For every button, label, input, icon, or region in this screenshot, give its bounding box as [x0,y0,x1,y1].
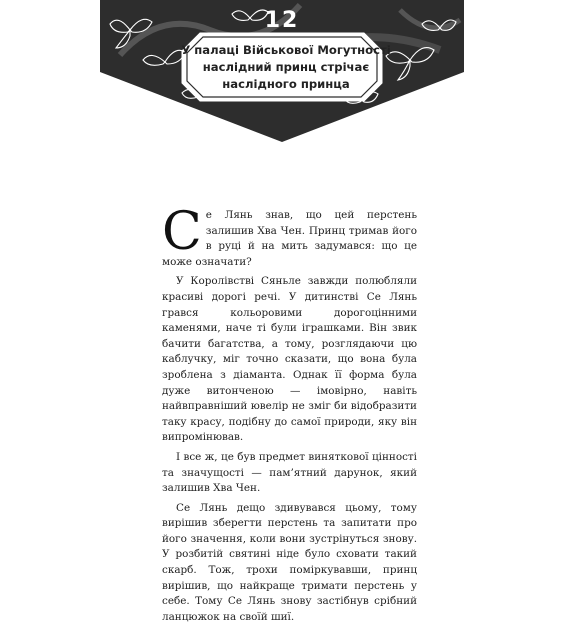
chapter-number: 12 [264,8,300,33]
paragraph: І все ж, це був предмет виняткової цінності та значущості — пам’ятний дарунок, який залишив Хва Чен. [162,450,417,495]
paragraph [162,202,417,270]
chapter-title-line: У палаці Військової Могутності [181,42,391,57]
paragraph: Се Лянь дещо здивувався цьому, тому вирішив зберегти перстень та запитати про його значення, коли вони зустрінуться знову. У розбитій святині ніде було сховати такий скарб. Тож, трохи поміркувавши, принц вирішив, що найкраще тримати перстень у себе. Тому Се Лянь знову застібнув срібний ланцюжок на своїй шиї. [162,501,417,623]
body-text [162,202,417,629]
drop-cap: С [162,202,202,262]
chapter-title [181,35,391,99]
chapter-title-line: наслідного принца [222,76,350,91]
chapter-title-line: наслідний принц стрічає [202,59,370,74]
chapter-header [100,0,464,142]
paragraph: У Королівстві Сяньле завжди полюбляли красиві дорогі речі. У дитинстві Се Лянь грався кольоровими дорогоцінними каменями, наче ті були іграшками. Він звик бачити багатства, а тому, розглядаючи цю каблучку, міг точно сказати, що вона була зроблена з діаманта. Однак її форма була дуже витонченою — імовірно, навіть найвправніший ювелір не зміг би відобразити таку красу, подібну до самої природи, яку він випромінював. [162,275,417,444]
paragraph-text: е Лянь знав, що цей перстень залишив Хва Чен. Принц тримав його в руці й на мить задумався: що це може означати? [162,209,417,268]
